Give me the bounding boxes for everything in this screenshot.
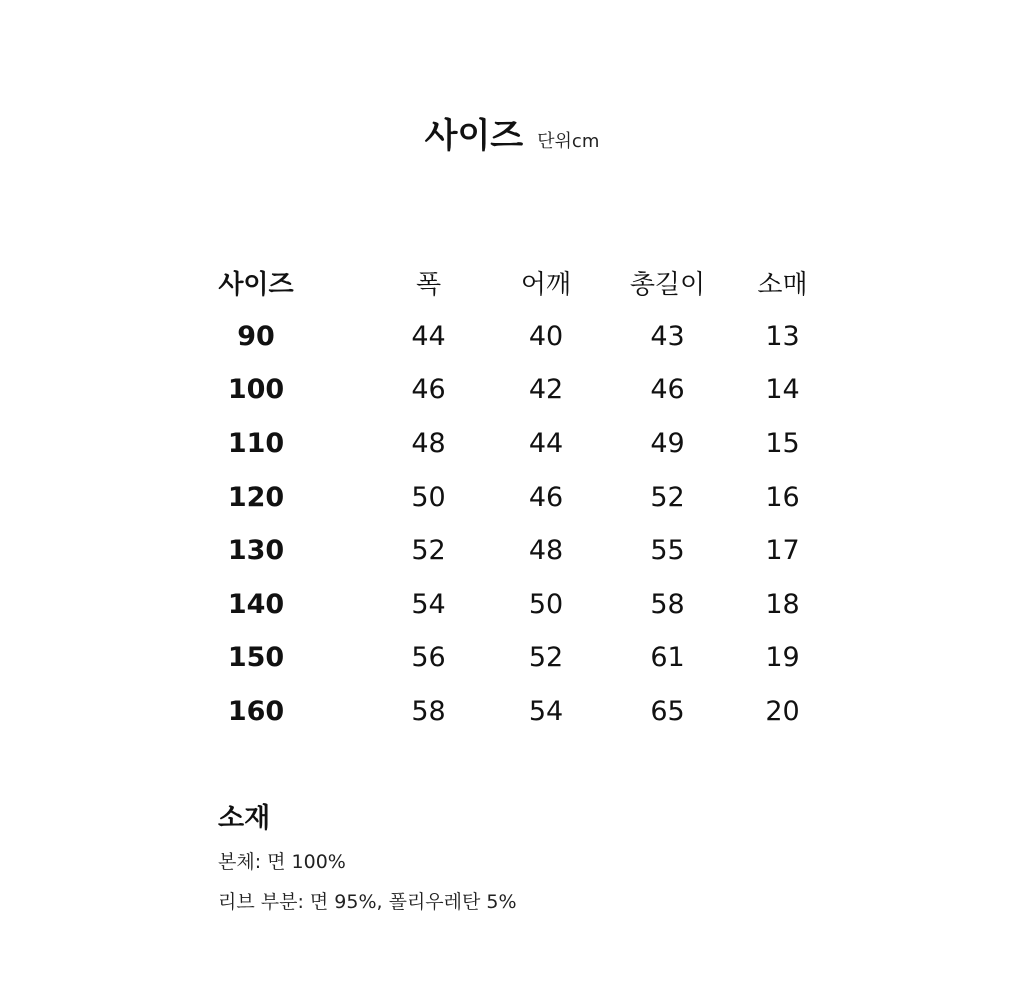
- table-row: [196, 578, 836, 632]
- table-row: [196, 417, 836, 471]
- length-cell: 58: [650, 588, 685, 620]
- column-spacer: [316, 685, 371, 739]
- shoulder-cell: 48: [528, 535, 564, 567]
- shoulder-cell: 50: [528, 588, 564, 620]
- column-spacer: [316, 578, 371, 632]
- material-rib-line: 리브 부분: 면 95%, 폴리우레탄 5%: [218, 891, 517, 913]
- size-cell: 110: [227, 428, 285, 460]
- width-cell: 44: [411, 320, 446, 352]
- length-cell: 61: [650, 642, 685, 674]
- size-cell: 120: [227, 481, 285, 513]
- size-cell: 100: [227, 374, 285, 406]
- length-cell: 55: [650, 535, 685, 567]
- page-title: 사이즈: [424, 116, 524, 156]
- width-cell: 56: [411, 642, 446, 674]
- material-section: [218, 796, 517, 927]
- column-header-sleeve: 소매: [757, 270, 808, 301]
- sleeve-cell: 16: [765, 481, 800, 513]
- table-row: [196, 363, 836, 417]
- column-spacer: [316, 363, 371, 417]
- sleeve-cell: 20: [765, 696, 800, 728]
- width-cell: 50: [411, 481, 446, 513]
- table-row: [196, 631, 836, 685]
- width-cell: 52: [411, 535, 446, 567]
- length-cell: 46: [650, 374, 685, 406]
- column-header-size: 사이즈: [218, 270, 294, 301]
- column-spacer: [316, 524, 371, 578]
- length-cell: 43: [650, 320, 685, 352]
- column-header-width: 폭: [415, 270, 442, 301]
- column-spacer: [316, 470, 371, 524]
- shoulder-cell: 46: [528, 481, 564, 513]
- material-title: 소재: [218, 803, 271, 834]
- length-cell: 52: [650, 481, 685, 513]
- size-cell: 160: [227, 696, 285, 728]
- table-row: [196, 685, 836, 739]
- shoulder-cell: 42: [528, 374, 564, 406]
- page-header: [0, 108, 1024, 157]
- column-spacer: [316, 631, 371, 685]
- sleeve-cell: 15: [765, 428, 800, 460]
- material-body-line: 본체: 면 100%: [218, 851, 346, 873]
- table-row: [196, 470, 836, 524]
- size-table: [196, 256, 836, 738]
- sleeve-cell: 14: [765, 374, 800, 406]
- column-spacer: [316, 310, 371, 364]
- column-spacer: [316, 417, 371, 471]
- sleeve-cell: 18: [765, 588, 800, 620]
- shoulder-cell: 44: [528, 428, 564, 460]
- table-header-row: [196, 256, 836, 310]
- shoulder-cell: 52: [528, 642, 564, 674]
- size-cell: 90: [237, 320, 275, 352]
- length-cell: 65: [650, 696, 685, 728]
- sleeve-cell: 19: [765, 642, 800, 674]
- unit-label: 단위cm: [537, 131, 600, 152]
- width-cell: 54: [411, 588, 446, 620]
- width-cell: 48: [411, 428, 446, 460]
- column-header-shoulder: 어깨: [520, 270, 572, 301]
- size-cell: 140: [227, 588, 285, 620]
- sleeve-cell: 17: [765, 535, 800, 567]
- shoulder-cell: 54: [528, 696, 564, 728]
- table-row: [196, 310, 836, 364]
- table-row: [196, 524, 836, 578]
- sleeve-cell: 13: [765, 320, 800, 352]
- size-cell: 130: [227, 535, 285, 567]
- shoulder-cell: 40: [528, 320, 564, 352]
- column-spacer: [316, 256, 371, 310]
- size-cell: 150: [227, 642, 285, 674]
- length-cell: 49: [650, 428, 685, 460]
- column-header-length: 총길이: [629, 270, 706, 301]
- width-cell: 58: [411, 696, 446, 728]
- width-cell: 46: [411, 374, 446, 406]
